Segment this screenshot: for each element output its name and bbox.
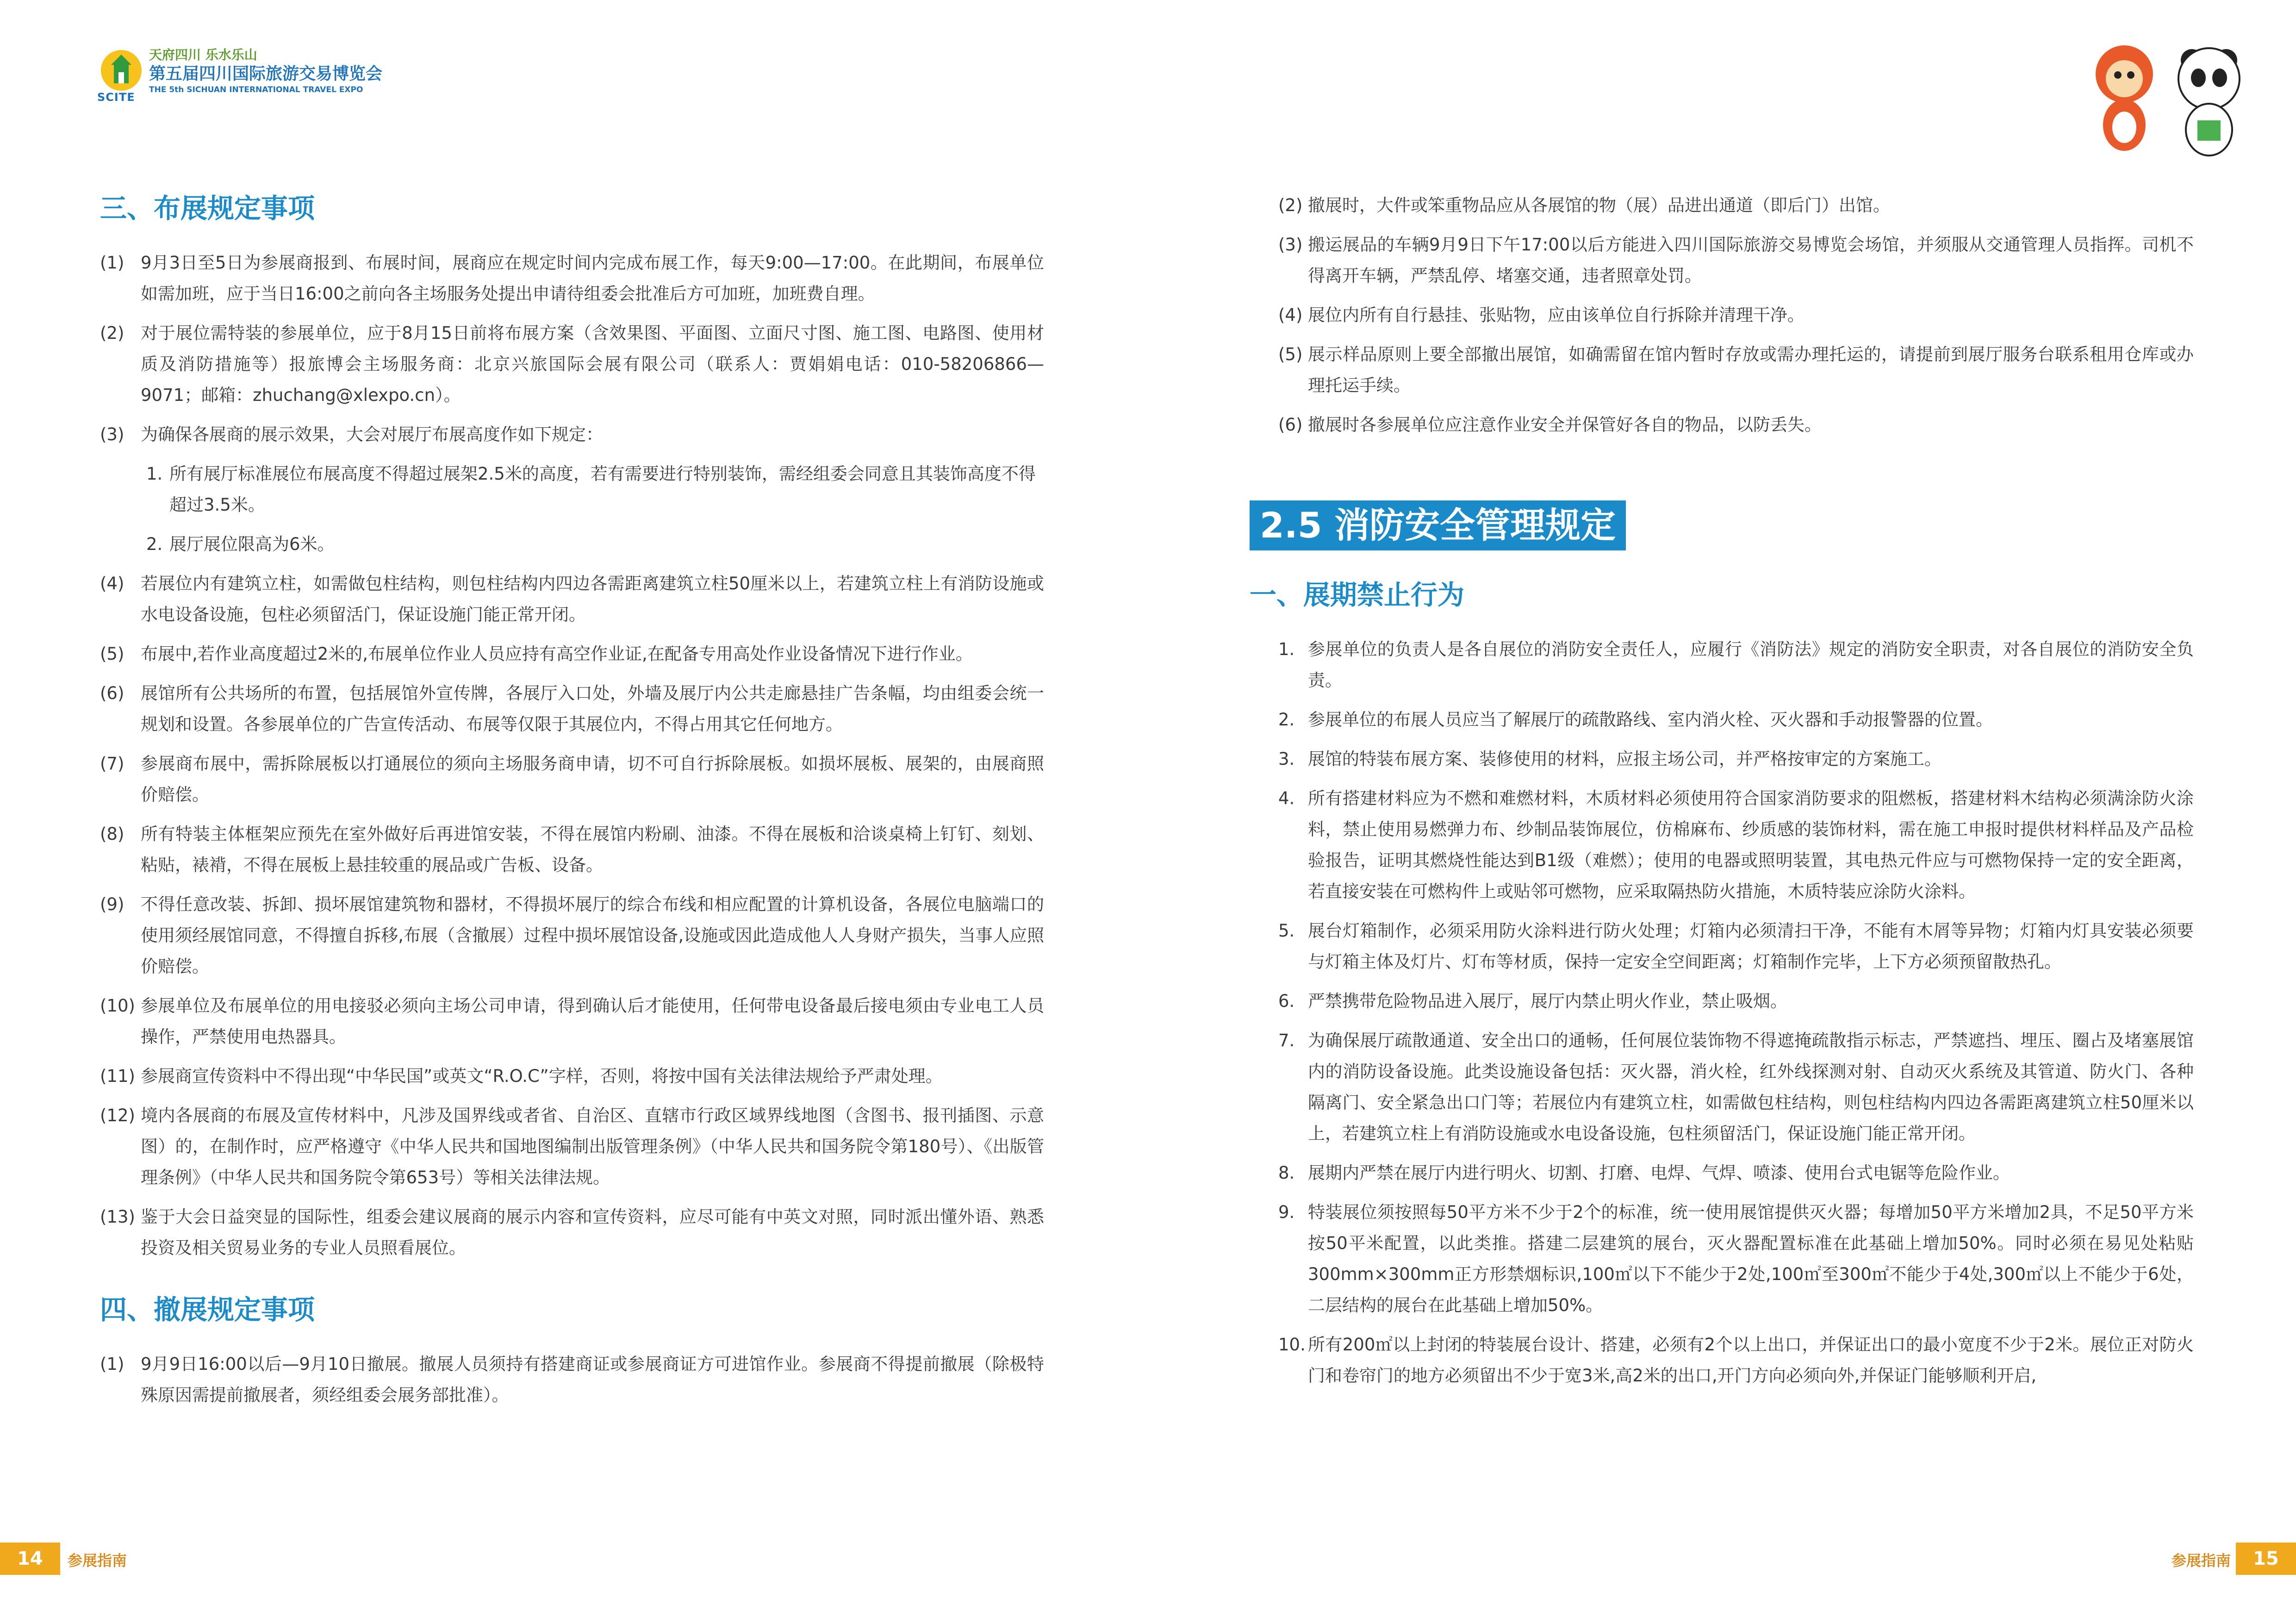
- list-item: 9. 特装展位须按照每50平方米不少于2个的标准，统一使用展馆提供灭火器；每增加50平方米增加2具，不足50平方米按50平米配置，以此类推。搭建二层建筑的展台，灭火器配置标准在此基础上增加50%。同时必须在易见处粘贴300mm×300mm正方形禁烟标识,100㎡以下不能少于2处,100㎡至300㎡不能少于4处,300㎡以上不能少于6处，二层结构的展台在此基础上增加50%。: [1278, 1202, 2194, 1315]
- sub-list-item: 2. 展厅展位限高为6米。: [146, 534, 335, 554]
- page-number-left: 14: [0, 1543, 60, 1575]
- list-item: 7. 为确保展厅疏散通道、安全出口的通畅，任何展位装饰物不得遮掩疏散指示标志，严禁遮挡、埋压、圈占及堵塞展馆内的消防设备设施。此类设施设备包括：灭火器，消火栓，红外线探测对射、自动灭火系统及其管道、防火门、各种隔离门、安全紧急出口门等；若展位内有建筑立柱，如需做包柱结构，则包柱结构内四边各需距离建筑立柱50厘米以上，若建筑立柱上有消防设施或水电设备设施，包柱须留活门，保证设施门能正常开闭。: [1278, 1031, 2194, 1143]
- logo-title-en: THE 5th SICHUAN INTERNATIONAL TRAVEL EXPO: [149, 85, 363, 94]
- list-item: (3) 搬运展品的车辆9月9日下午17:00以后方能进入四川国际旅游交易博览会场馆，并须服从交通管理人员指挥。司机不得离开车辆，严禁乱停、堵塞交通，违者照章处罚。: [1278, 235, 2194, 286]
- footer-label-right: 参展指南: [2172, 1552, 2231, 1569]
- list-item: (8) 所有特装主体框架应预先在室外做好后再进馆安装，不得在展馆内粉刷、油漆。不得在展板和洽谈桌椅上钉钉、刻划、粘贴，裱褙，不得在展板上悬挂较重的展品或广告板、设备。: [100, 824, 1044, 875]
- list-item: 5. 展台灯箱制作，必须采用防火涂料进行防火处理；灯箱内必须清扫干净，不能有木屑等异物；灯箱内灯具安装必须要与灯箱主体及灯片、灯布等材质，保持一定安全空间距离；灯箱制作完毕，上下方必须预留散热孔。: [1278, 921, 2194, 972]
- chapter-banner: [1250, 500, 2194, 550]
- left-page-column: [100, 190, 1044, 1419]
- sub-list-item: 1. 所有展厅标准展位布展高度不得超过展架2.5米的高度，若有需要进行特别装饰，需经组委会同意且其装饰高度不得超过3.5米。: [146, 464, 1036, 515]
- right-page-column: [1250, 190, 2194, 1399]
- panda-mascot-icon: [2178, 48, 2240, 156]
- list-item: (13) 鉴于大会日益突显的国际性，组委会建议展商的展示内容和宣传资料，应尽可能有中英文对照，同时派出懂外语、熟悉投资及相关贸易业务的专业人员照看展位。: [100, 1207, 1044, 1258]
- list-item: 10. 所有200㎡以上封闭的特装展台设计、搭建，必须有2个以上出口，并保证出口的最小宽度不少于2米。展位正对防火门和卷帘门的地方必须留出不少于宽3米,高2米的出口,开门方向必须向外,并保证门能够顺利开启,: [1278, 1335, 2194, 1386]
- list-item: 1. 参展单位的负责人是各自展位的消防安全责任人，应履行《消防法》规定的消防安全职责，对各自展位的消防安全负责。: [1278, 639, 2194, 690]
- list-item: 2. 参展单位的布展人员应当了解展厅的疏散路线、室内消火栓、灭火器和手动报警器的位置。: [1278, 710, 1993, 730]
- list-item: (6) 展馆所有公共场所的布置，包括展馆外宣传牌，各展厅入口处，外墙及展厅内公共走廊悬挂广告条幅，均由组委会统一规划和设置。各参展单位的广告宣传活动、布展等仅限于其展位内，不得占用其它任何地方。: [100, 683, 1044, 734]
- list-item: (2) 撤展时，大件或笨重物品应从各展馆的物（展）品进出通道（即后门）出馆。: [1278, 195, 1890, 215]
- list-item: (11) 参展商宣传资料中不得出现“中华民国”或英文“R.O.C”字样，否则，将按中国有关法律法规给予严肃处理。: [100, 1066, 943, 1086]
- footer-label-left: 参展指南: [68, 1552, 127, 1569]
- list-item: (4) 若展位内有建筑立柱，如需做包柱结构，则包柱结构内四边各需距离建筑立柱50厘米以上，若建筑立柱上有消防设施或水电设备设施，包柱必须留活门，保证设施门能正常开闭。: [100, 574, 1044, 625]
- logo-title-cn: 第五届四川国际旅游交易博览会: [149, 64, 383, 83]
- list-item: 4. 所有搭建材料应为不燃和难燃材料，木质材料必须使用符合国家消防要求的阻燃板，搭建材料木结构必须满涂防火涂料，禁止使用易燃弹力布、纱制品装饰展位，仿棉麻布、纱质感的装饰材料，需在施工申报时提供材料样品及产品检验报告，证明其燃烧性能达到B1级（难燃）；使用的电器或照明装置，其电热元件应与可燃物保持一定的安全距离，若直接安装在可燃构件上或贴邻可燃物，应采取隔热防火措施，木质特装应涂防火涂料。: [1278, 788, 2194, 901]
- expo-logo-icon: [100, 49, 143, 92]
- list-item: (5) 布展中,若作业高度超过2米的,布展单位作业人员应持有高空作业证,在配备专用高处作业设备情况下进行作业。: [100, 644, 973, 664]
- list-item: (9) 不得任意改装、拆卸、损坏展馆建筑物和器材，不得损坏展厅的综合布线和相应配置的计算机设备，各展位电脑端口的使用须经展馆同意，不得擅自拆移,布展（含撤展）过程中损坏展馆设备,设施或因此造成他人人身财产损失，当事人应照价赔偿。: [100, 894, 1044, 976]
- section-title-teardown: 四、撤展规定事项: [100, 1294, 315, 1325]
- expo-logo-text: [149, 46, 482, 95]
- logo-abbreviation: SCITE: [97, 91, 135, 104]
- list-item: (5) 展示样品原则上要全部撤出展馆，如确需留在馆内暂时存放或需办理托运的，请提前到展厅服务台联系租用仓库或办理托运手续。: [1278, 344, 2194, 395]
- list-item: (10) 参展单位及布展单位的用电接驳必须向主场公司申请，得到确认后才能使用，任何带电设备最后接电须由专业电工人员操作，严禁使用电热器具。: [100, 996, 1044, 1047]
- monkey-mascot-icon: [2096, 45, 2153, 151]
- list-item: (7) 参展商布展中，需拆除展板以打通展位的须向主场服务商申请，切不可自行拆除展板。如损坏展板、展架的，由展商照价赔偿。: [100, 754, 1044, 805]
- list-item: (1) 9月9日16:00以后—9月10日撤展。撤展人员须持有搭建商证或参展商证方可进馆作业。参展商不得提前撤展（除极特殊原因需提前撤展者，须经组委会展务部批准）。: [100, 1354, 1044, 1405]
- list-item: (6) 撤展时各参展单位应注意作业安全并保管好各自的物品，以防丢失。: [1278, 415, 1822, 435]
- list-item: (3) 为确保各展商的展示效果，大会对展厅布展高度作如下规定：: [100, 425, 603, 444]
- section-title-setup: 三、布展规定事项: [100, 193, 315, 224]
- list-item: (12) 境内各展商的布展及宣传材料中，凡涉及国界线或者省、自治区、直辖市行政区域界线地图（含图书、报刊插图、示意图）的，在制作时，应严格遵守《中华人民共和国地图编制出版管理条例》（中华人民共和国务院令第180号）、《出版管理条例》（中华人民共和国务院令第653号）等相关法律法规。: [100, 1106, 1044, 1187]
- list-item: 8. 展期内严禁在展厅内进行明火、切割、打磨、电焊、气焊、喷漆、使用台式电锯等危险作业。: [1278, 1163, 2010, 1183]
- list-item: 3. 展馆的特装布展方案、装修使用的材料，应报主场公司，并严格按审定的方案施工。: [1278, 749, 1941, 769]
- list-item: 6. 严禁携带危险物品进入展厅，展厅内禁止明火作业，禁止吸烟。: [1278, 991, 1787, 1011]
- mascots-illustration: [2078, 32, 2245, 162]
- section-title-prohibited: 一、展期禁止行为: [1250, 579, 1465, 611]
- list-item: (4) 展位内所有自行悬挂、张贴物，应由该单位自行拆除并清理干净。: [1278, 305, 1804, 325]
- list-item: (1) 9月3日至5日为参展商报到、布展时间，展商应在规定时间内完成布展工作，每天9:00—17:00。在此期间，布展单位如需加班，应于当日16:00之前向各主场服务处提出申请待组委会批准后方可加班，加班费自理。: [100, 253, 1044, 304]
- logo-slogan: 天府四川 乐水乐山: [149, 47, 257, 62]
- chapter-banner-title: 2.5 消防安全管理规定: [1250, 500, 1626, 550]
- list-item: (2) 对于展位需特装的参展单位，应于8月15日前将布展方案（含效果图、平面图、立面尺寸图、施工图、电路图、使用材质及消防措施等）报旅博会主场服务商：北京兴旅国际会展有限公司（联系人：贾娟娟电话：010-58206866—9071；邮箱：zhuchang@xlexpo.cn）。: [100, 323, 1044, 405]
- page-number-right: 15: [2236, 1543, 2296, 1575]
